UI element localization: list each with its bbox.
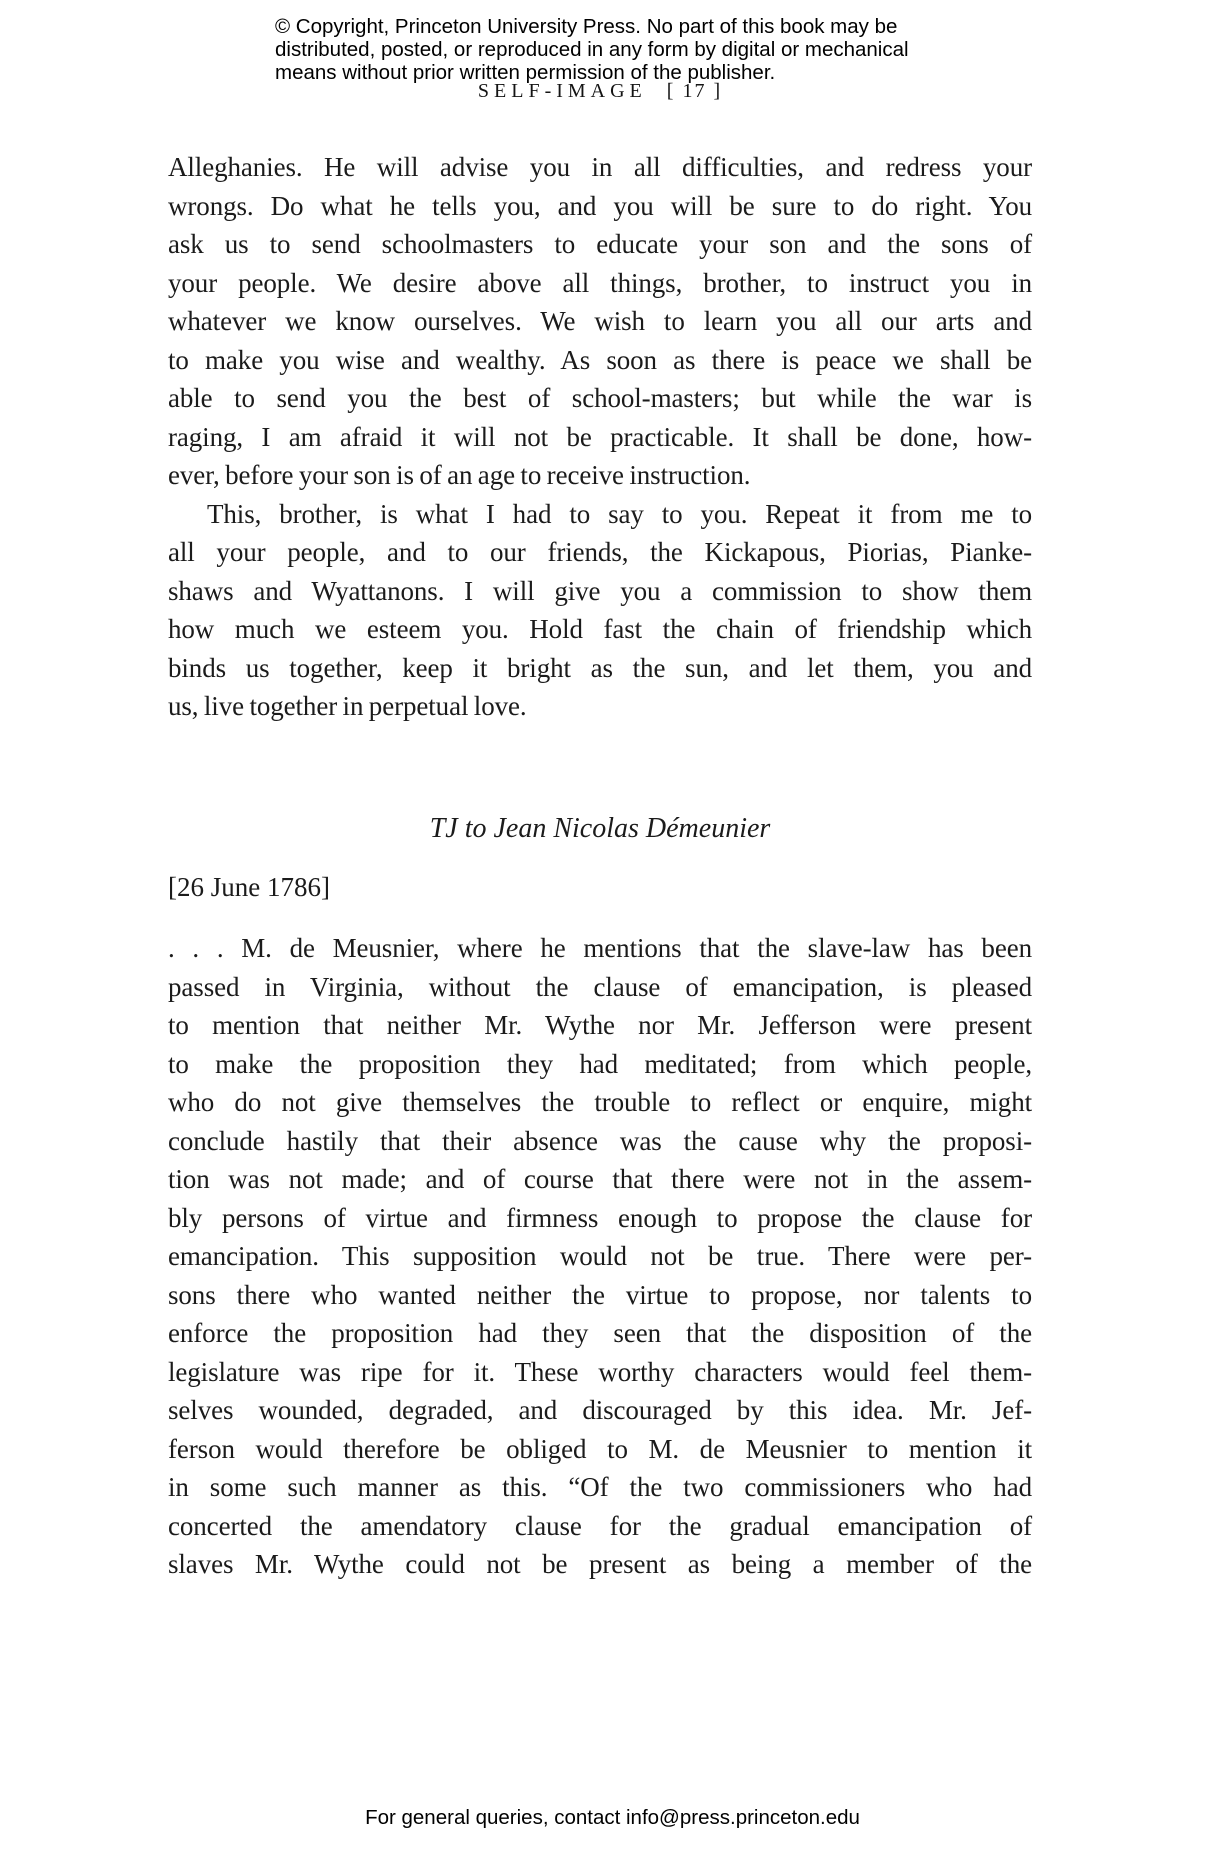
text-line: raging, I am afraid it will not be practicable. It shall be done, how- [168, 421, 1032, 452]
text-line: in some such manner as this. “Of the two commissioners who had [168, 1472, 1032, 1502]
text-line: tion was not made; and of course that there were not in the assem- [168, 1164, 1032, 1194]
text-line: concerted the amendatory clause for the gradual emancipation of [168, 1510, 1032, 1541]
text-line: selves wounded, degraded, and discouraged by this idea. Mr. Jef- [168, 1395, 1032, 1425]
text-line: ferson would therefore be obliged to M. de Meusnier to mention it [168, 1433, 1032, 1464]
text-line: conclude hastily that their absence was the cause why the proposi- [168, 1125, 1032, 1156]
text-line: to make the proposition they had meditated; from which people, [168, 1048, 1032, 1079]
running-head [168, 80, 1032, 103]
text-line: emancipation. This supposition would not be true. There were per- [168, 1241, 1032, 1271]
text-line: ask us to send schoolmasters to educate your son and the sons of [168, 229, 1032, 259]
text-line: us, live together in perpetual love. [168, 691, 527, 721]
copyright-notice [275, 15, 909, 84]
letter-date: [26 June 1786] [168, 871, 330, 902]
text-line: whatever we know ourselves. We wish to learn you all our arts and [168, 306, 1032, 336]
text-line: passed in Virginia, without the clause of emancipation, is pleased [168, 971, 1032, 1002]
text-line: who do not give themselves the trouble to reflect or enquire, might [168, 1087, 1032, 1117]
text-line: binds us together, keep it bright as the sun, and let them, you and [168, 652, 1032, 683]
text-line: wrongs. Do what he tells you, and you will be sure to do right. You [168, 190, 1032, 221]
text-line: to mention that neither Mr. Wythe nor Mr. Jefferson were present [168, 1010, 1032, 1040]
text-line: enforce the proposition had they seen that the disposition of the [168, 1318, 1032, 1348]
text-line: legislature was ripe for it. These worthy characters would feel them- [168, 1356, 1032, 1387]
text-line: sons there who wanted neither the virtue to propose, nor talents to [168, 1279, 1032, 1310]
text-line: to make you wise and wealthy. As soon as there is peace we shall be [168, 344, 1032, 375]
text-line: your people. We desire above all things, brother, to instruct you in [168, 267, 1032, 298]
text-line: bly persons of virtue and firmness enough to propose the clause for [168, 1202, 1032, 1233]
text-line: This, brother, is what I had to say to you. Repeat it from me to [207, 498, 1032, 529]
running-head-title: SELF-IMAGE [477, 80, 647, 102]
text-line: means without prior written permission of the publisher. [275, 61, 776, 84]
text-line: Alleghanies. He will advise you in all difficulties, and redress your [168, 152, 1032, 182]
text-line: . . . M. de Meusnier, where he mentions that the slave-law has been [168, 933, 1032, 963]
text-line: how much we esteem you. Hold fast the chain of friendship which [168, 614, 1032, 644]
footer-contact-text: For general queries, contact info@press.princeton.edu [365, 1806, 860, 1829]
page-footer [0, 1806, 1225, 1830]
text-line: all your people, and to our friends, the Kickapous, Piorias, Pianke- [168, 537, 1032, 567]
text-line: slaves Mr. Wythe could not be present as being a member of the [168, 1549, 1032, 1579]
text-line: able to send you the best of school-masters; but while the war is [168, 383, 1032, 413]
text-line: shaws and Wyattanons. I will give you a commission to show them [168, 575, 1032, 606]
text-line: © Copyright, Princeton University Press. No part of this book may be [275, 15, 898, 38]
paragraph-letter-2 [168, 495, 1032, 726]
page-number: [ 17 ] [666, 80, 723, 102]
paragraph-letter-1 [168, 148, 1032, 495]
paragraph-letter-3 [168, 929, 1032, 1584]
letter-heading: TJ to Jean Nicolas Démeunier [429, 812, 771, 844]
page-body [168, 148, 1032, 1584]
text-line: distributed, posted, or reproduced in any form by digital or mechanical [275, 38, 909, 61]
text-line: ever, before your son is of an age to receive instruction. [168, 460, 751, 490]
